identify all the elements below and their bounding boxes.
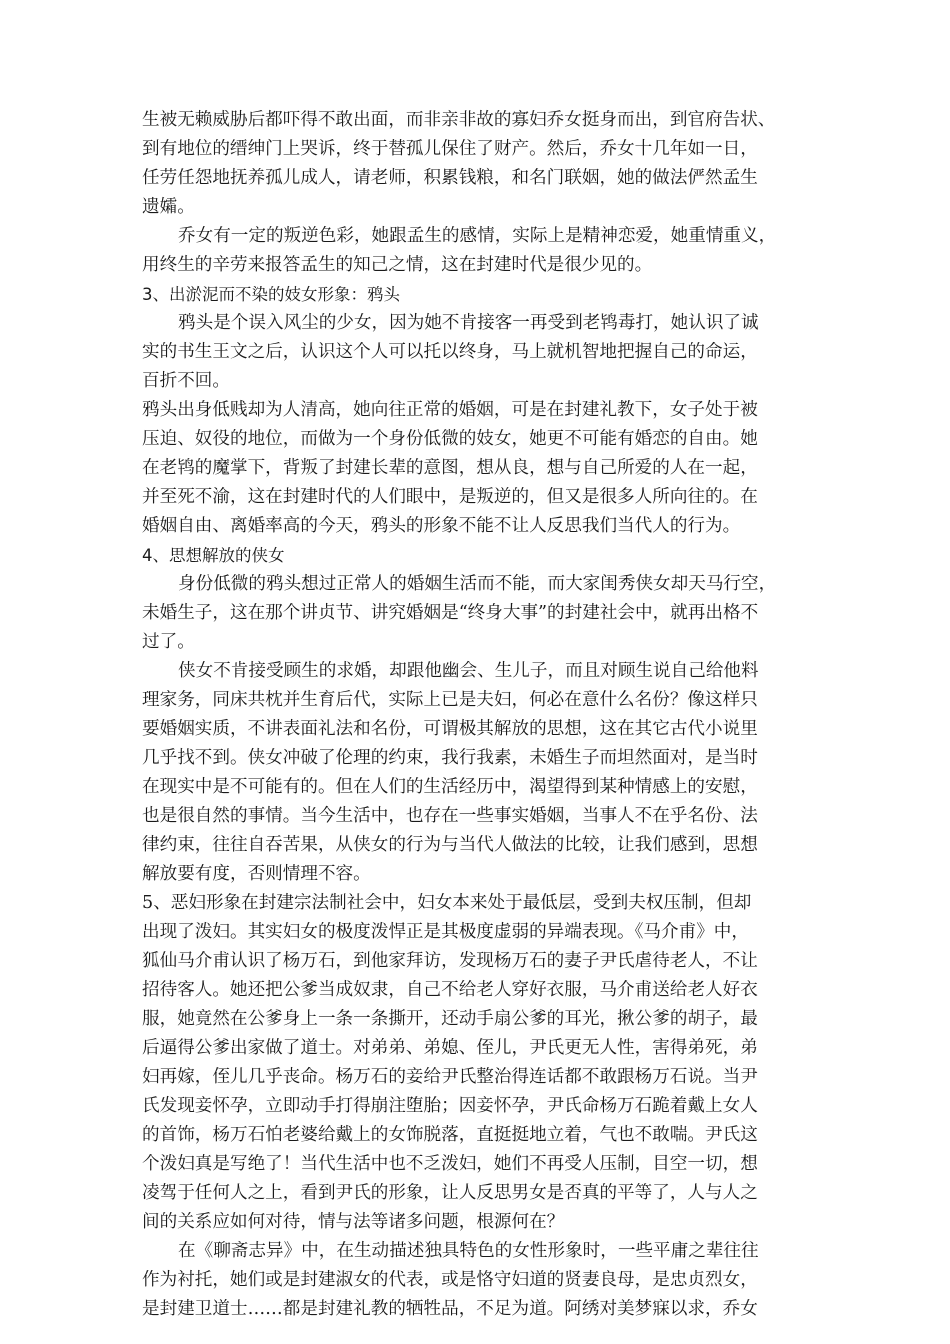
text-line: 的首饰，杨万石怕老婆给戴上的女饰脱落，直挺挺地立着，气也不敢喘。尹氏这: [142, 1125, 758, 1145]
text-line: 遗孀。: [142, 197, 195, 217]
text-line: 用终生的辛劳来报答孟生的知己之情，这在封建时代是很少见的。: [142, 255, 653, 275]
text-line: 间的关系应如何对待，情与法等诸多问题，根源何在？: [142, 1212, 565, 1232]
text-line: 实的书生王文之后，认识这个人可以托以终身，马上就机智地把握自己的命运，: [142, 342, 758, 362]
text-line: 要婚姻实质，不讲表面礼法和名份，可谓极其解放的思想，这在其它古代小说里: [142, 719, 758, 739]
text-line: 过了。: [142, 632, 195, 652]
text-line: 凌驾于任何人之上，看到尹氏的形象，让人反思男女是否真的平等了，人与人之: [142, 1183, 758, 1203]
text-line: 氏发现妾怀孕，立即动手打得崩注堕胎；因妾怀孕，尹氏命杨万石跪着戴上女人: [142, 1096, 758, 1116]
text-line: 压迫、奴役的地位，而做为一个身份低微的妓女，她更不可能有婚恋的自由。她: [142, 429, 758, 449]
text-line: 妇再嫁，侄儿几乎丧命。杨万石的妾给尹氏整治得连话都不敢跟杨万石说。当尹: [142, 1067, 758, 1087]
text-line: 解放要有度，否则情理不容。: [142, 864, 371, 884]
text-line: 几乎找不到。侠女冲破了伦理的约束，我行我素，未婚生子而坦然面对，是当时: [142, 748, 758, 768]
paragraph-first-line: 鸦头是个误入风尘的少女，因为她不肯接客一再受到老鸨毒打，她认识了诚: [178, 313, 759, 333]
text-line: 理家务，同床共枕并生育后代，实际上已是夫妇，何必在意什么名份？像这样只: [142, 690, 758, 710]
text-line: 到有地位的缙绅门上哭诉，终于替孤儿保住了财产。然后，乔女十几年如一日，: [142, 139, 758, 159]
text-line: 未婚生子，这在那个讲贞节、讲究婚姻是“终身大事”的封建社会中，就再出格不: [142, 603, 759, 623]
text-line: 招待客人。她还把公爹当成奴隶，自己不给老人穿好衣服，马介甫送给老人好衣: [142, 980, 758, 1000]
paragraph-first-line: 身份低微的鸦头想过正常人的婚姻生活而不能，而大家闺秀侠女却天马行空，: [178, 574, 777, 594]
section-heading-5: 5、恶妇形象在封建宗法制社会中，妇女本来处于最低层，受到夫权压制，但却: [142, 893, 752, 913]
text-line: 出现了泼妇。其实妇女的极度泼悍正是其极度虚弱的异端表现。《马介甫》中，: [142, 922, 749, 942]
text-line: 个泼妇真是写绝了！当代生活中也不乏泼妇，她们不再受人压制，目空一切，想: [142, 1154, 758, 1174]
text-line: 作为衬托，她们或是封建淑女的代表，或是恪守妇道的贤妻良母，是忠贞烈女，: [142, 1270, 758, 1290]
text-line: 也是很自然的事情。当今生活中，也存在一些事实婚姻，当事人不在乎名份、法: [142, 806, 758, 826]
text-line: 任劳任怨地抚养孤儿成人，请老师，积累钱粮，和名门联姻，她的做法俨然孟生: [142, 168, 758, 188]
paragraph-first-line: 侠女不肯接受顾生的求婚，却跟他幽会、生儿子，而且对顾生说自己给他料: [178, 661, 759, 681]
section-heading-4: 4、思想解放的侠女: [142, 546, 285, 565]
text-line: 是封建卫道士……都是封建礼教的牺牲品，不足为道。阿绣对美梦寐以求，乔女: [142, 1299, 758, 1319]
text-line: 百折不回。: [142, 371, 230, 391]
text-line: 狐仙马介甫认识了杨万石，到他家拜访，发现杨万石的妻子尹氏虐待老人，不让: [142, 951, 758, 971]
text-line: 在老鸨的魔掌下，背叛了封建长辈的意图，想从良，想与自己所爱的人在一起，: [142, 458, 758, 478]
document-body: [142, 106, 814, 1324]
text-line: 律约束，往往自吞苦果，从侠女的行为与当代人做法的比较，让我们感到，思想: [142, 835, 758, 855]
paragraph-first-line: 在《聊斋志异》中，在生动描述独具特色的女性形象时，一些平庸之辈往往: [178, 1241, 759, 1261]
paragraph-first-line: 乔女有一定的叛逆色彩，她跟孟生的感情，实际上是精神恋爱，她重情重义，: [178, 226, 777, 246]
paragraph-first-line: 鸦头出身低贱却为人清高，她向往正常的婚姻，可是在封建礼教下，女子处于被: [142, 400, 758, 420]
text-line: 婚姻自由、离婚率高的今天，鸦头的形象不能不让人反思我们当代人的行为。: [142, 516, 741, 536]
text-line: 后逼得公爹出家做了道士。对弟弟、弟媳、侄儿，尹氏更无人性，害得弟死，弟: [142, 1038, 758, 1058]
section-heading-3: 3、出淤泥而不染的妓女形象：鸦头: [142, 285, 400, 304]
text-line: 在现实中是不可能有的。但在人们的生活经历中，渴望得到某种情感上的安慰，: [142, 777, 758, 797]
text-line: 生被无赖威胁后都吓得不敢出面，而非亲非故的寡妇乔女挺身而出，到官府告状、: [142, 110, 776, 130]
text-line: 服，她竟然在公爹身上一条一条撕开，还动手扇公爹的耳光，揪公爹的胡子，最: [142, 1009, 758, 1029]
text-line: 并至死不渝，这在封建时代的人们眼中，是叛逆的，但又是很多人所向往的。在: [142, 487, 758, 507]
